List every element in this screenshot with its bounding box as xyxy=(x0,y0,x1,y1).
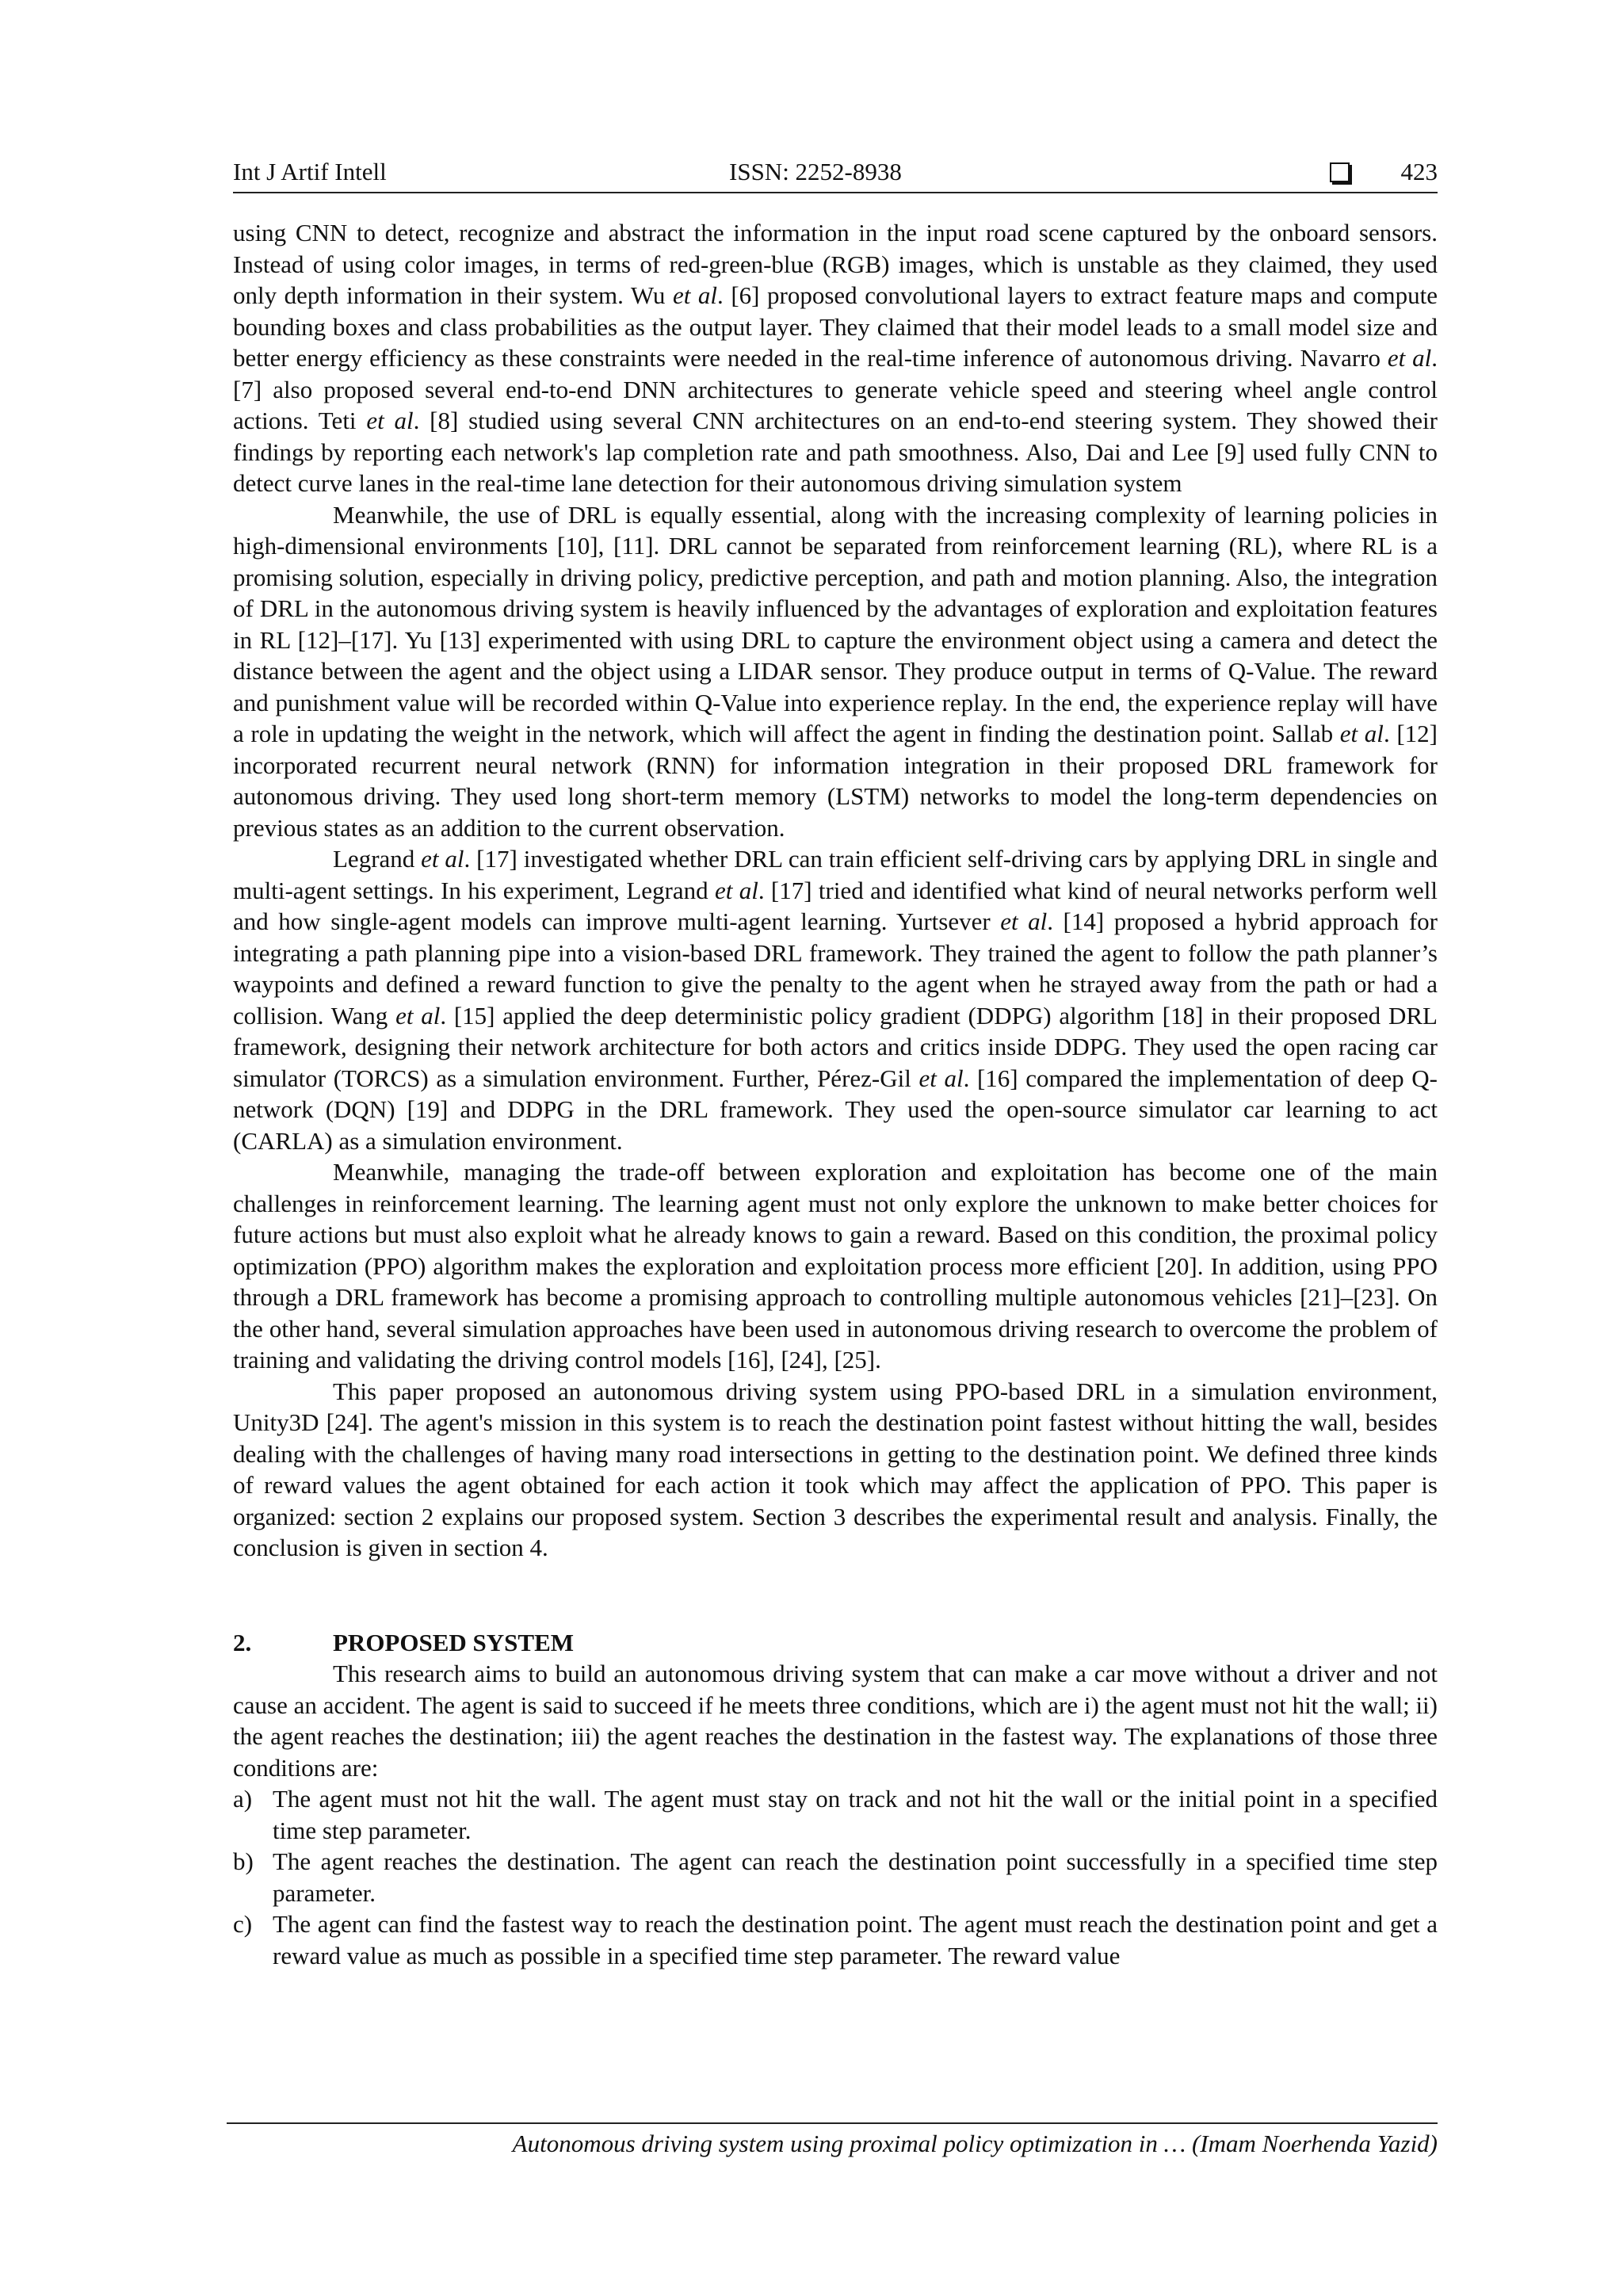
italic-text: et al xyxy=(918,1064,964,1092)
italic-text: et al xyxy=(1387,344,1432,372)
paper-page xyxy=(233,0,1438,2296)
italic-text: et al xyxy=(395,1001,441,1030)
section-intro: This research aims to build an autonomous driving system that can make a car move without a driver and not cause an accident. The agent is said to succeed if he meets three conditions, which are i) the agent must not hit the wall; ii) the agent reaches the destination; iii) the agent reaches the destination in the fastest way. The explanations of those three conditions are: xyxy=(233,1660,1438,1782)
italic-text: et al xyxy=(1000,907,1048,935)
page-number: 423 xyxy=(1400,158,1438,185)
paragraph: This paper proposed an autonomous driving system using PPO-based DRL in a simulation environment, Unity3D [24]. The agent's mission in this system is to reach the destination point fastest without hitting the wall, besides dealing with the challenges of having many road intersections in getting to the destination point. We defined three kinds of reward values the agent obtained for each action it took which may affect the application of PPO. This paper is organized: section 2 explains our proposed system. Section 3 describes the experimental result and analysis. Finally, the conclusion is given in section 4. xyxy=(233,1377,1438,1561)
list-marker: b) xyxy=(233,1847,254,1875)
italic-text: et al xyxy=(366,407,414,434)
paragraph: Meanwhile, managing the trade-off between exploration and exploitation has become one of the main challenges in reinforcement learning. The learning agent must not only explore the unknown to make better choices for future actions but must also exploit what he already knows to gain a reward. Based on this condition, the proximal policy optimization (PPO) algorithm makes the exploration and exploitation process more efficient [20]. In addition, using PPO through a DRL framework has become a promising approach to controlling multiple autonomous vehicles [21]–[23]. On the other hand, several simulation approaches have been used in autonomous driving research to overcome the problem of training and validating the driving control models [16], [24], [25]. xyxy=(233,1158,1438,1373)
list-item xyxy=(233,1783,1438,1846)
list-item-text: The agent can find the fastest way to reach the destination point. The agent must reach the destination point and get a reward value as much as possible in a specified time step parameter. The reward value xyxy=(273,1910,1438,1969)
section-number: 2. xyxy=(233,1628,252,1656)
section-heading xyxy=(233,1627,1438,1659)
paragraph: Meanwhile, the use of DRL is equally essential, along with the increasing complexity of learning policies in high-dimensional environments [10], [11]. DRL cannot be separated from reinforcement learning (RL), where RL is a promising solution, especially in driving policy, predictive perception, and path and motion planning. Also, the integration of DRL in the autonomous driving system is heavily influenced by the advantages of exploration and exploitation features in RL [12]–[17]. Yu [13] experimented with using DRL to capture the environment object using a camera and detect the distance between the agent and the object using a LIDAR sensor. They produce output in terms of Q-Value. The reward and punishment value will be recorded within Q-Value into experience replay. In the end, the experience replay will have a role in updating the weight in the network, which will affect the agent in finding the destination point. Sallab et al. [12] incorporated recurrent neural network (RNN) for information integration in their proposed DRL framework for autonomous driving. They used long short-term memory (LSTM) networks to model the long-term dependencies on previous states as an addition to the current observation. xyxy=(233,500,1438,842)
paragraph: Legrand et al. [17] investigated whether DRL can train efficient self-driving cars by applying DRL in single and multi-agent settings. In his experiment, Legrand et al. [17] tried and identified what kind of neural networks perform well and how single-agent models can improve multi-agent learning. Yurtsever et al. [14] proposed a hybrid approach for integrating a path planning pipe into a vision-based DRL framework. They trained the agent to follow the path planner’s waypoints and defined a reward function to give the penalty to the agent when he strayed away from the path or had a collision. Wang et al. [15] applied the deep deterministic policy gradient (DDPG) algorithm [18] in their proposed DRL framework, designing their network architecture for both actors and critics inside DDPG. They used the open racing car simulator (TORCS) as a simulation environment. Further, Pérez-Gil et al. [16] compared the implementation of deep Q-network (DQN) [19] and DDPG in the DRL framework. They used the open-source simulator car learning to act (CARLA) as a simulation environment. xyxy=(233,845,1438,1155)
list-item xyxy=(233,1846,1438,1908)
body-text xyxy=(233,217,1438,1971)
list-item xyxy=(233,1908,1438,1971)
issn: ISSN: 2252-8938 xyxy=(729,158,902,185)
list-item-text: The agent reaches the destination. The agent can reach the destination point successfully in a specified time step parameter. xyxy=(273,1847,1438,1907)
italic-text: et al xyxy=(672,281,718,309)
list-marker: c) xyxy=(233,1910,253,1938)
condition-list xyxy=(233,1783,1438,1971)
paragraph: using CNN to detect, recognize and abstract the information in the input road scene captured by the onboard sensors. Instead of using color images, in terms of red-green-blue (RGB) images, which is unstable as they claimed, they used only depth information in their system. Wu et al. [6] proposed convolutional layers to extract feature maps and compute bounding boxes and class probabilities as the output layer. They claimed that their model leads to a small model size and better energy efficiency as these constraints were needed in the real-time inference of autonomous driving. Navarro et al. [7] also proposed several end-to-end DNN architectures to generate vehicle speed and steering wheel angle control actions. Teti et al. [8] studied using several CNN architectures on an end-to-end steering system. They showed their findings by reporting each network's lap completion rate and path smoothness. Also, Dai and Lee [9] used fully CNN to detect curve lanes in the real-time lane detection for their autonomous driving simulation system xyxy=(233,219,1438,497)
journal-name: Int J Artif Intell xyxy=(233,158,387,185)
footer-rule xyxy=(227,2122,1438,2124)
list-item-text: The agent must not hit the wall. The agent must stay on track and not hit the wall or the initial point in a specified time step parameter. xyxy=(273,1785,1438,1844)
italic-text: et al xyxy=(421,845,464,873)
checkbox-square-icon xyxy=(1330,162,1350,182)
running-header xyxy=(233,155,1438,193)
italic-text: et al xyxy=(1339,720,1384,747)
list-marker: a) xyxy=(233,1785,253,1813)
running-footer: Autonomous driving system using proximal policy optimization in … (Imam Noerhenda Yazid) xyxy=(512,2130,1438,2157)
italic-text: et al xyxy=(714,876,758,904)
section-title: PROPOSED SYSTEM xyxy=(333,1628,575,1656)
